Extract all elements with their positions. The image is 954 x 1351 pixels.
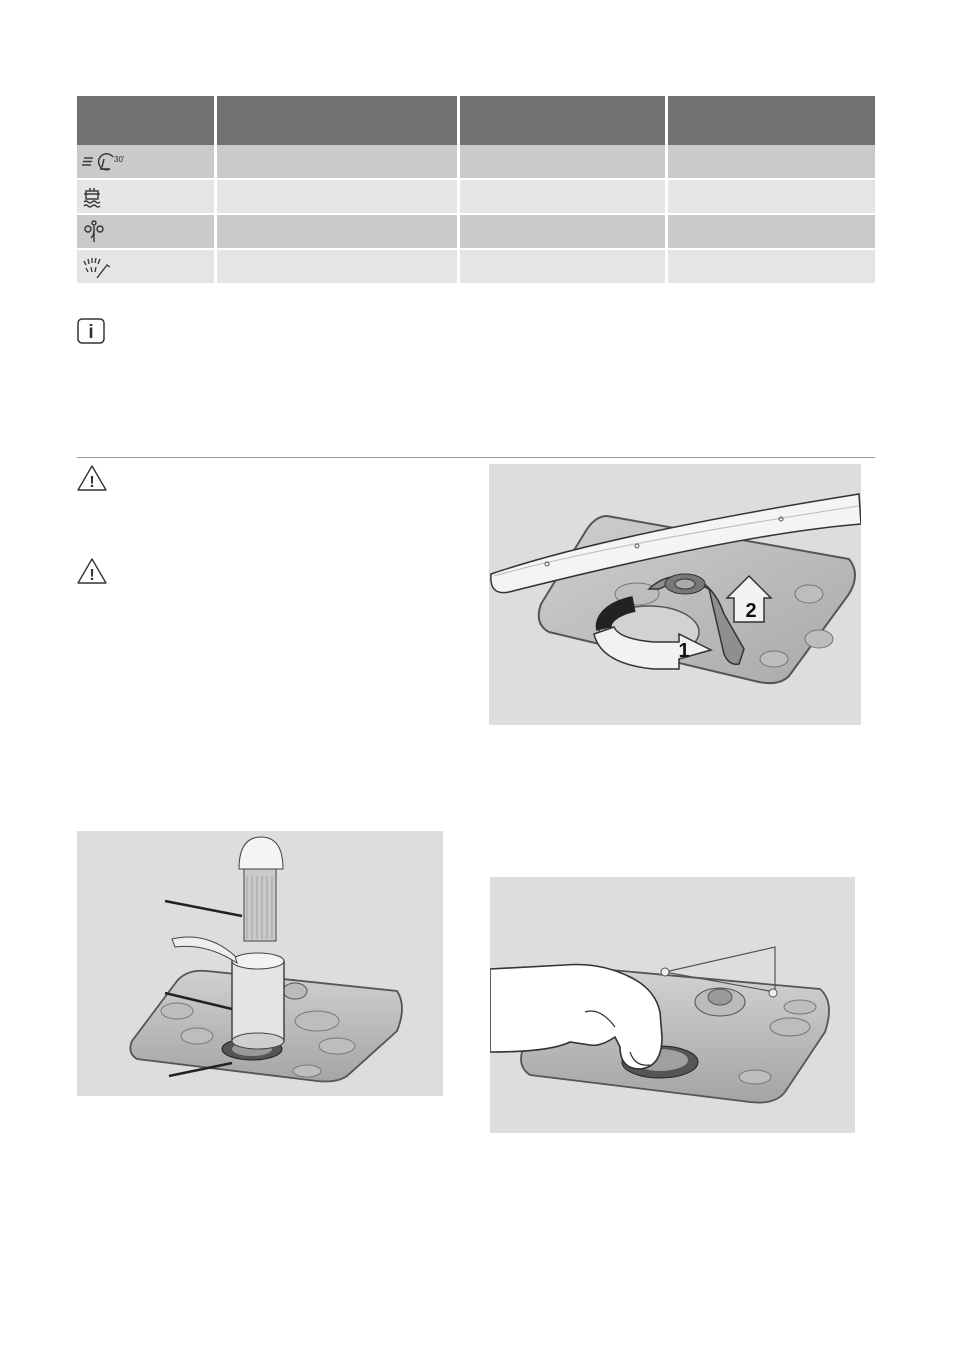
- warning-icon: [76, 557, 108, 585]
- rinse-programme-icon: [80, 253, 114, 281]
- table-cell: [668, 180, 875, 215]
- warning-icon-glyph: !: [89, 474, 95, 491]
- table-cell-programme: [77, 180, 217, 215]
- quick-icon-label: 30': [114, 154, 125, 164]
- table-cell-programme: [77, 145, 217, 180]
- table-cell: [460, 145, 668, 180]
- filter-removal-illustration: [490, 877, 855, 1133]
- table-cell: [668, 145, 875, 180]
- warning-icon-glyph: !: [89, 567, 95, 584]
- table-cell: [668, 215, 875, 250]
- step-1-label: 1: [678, 640, 690, 662]
- info-icon: [77, 318, 105, 344]
- table-cell: [217, 180, 460, 215]
- table-cell: [460, 250, 668, 285]
- filter-assembly-illustration: [77, 831, 443, 1096]
- table-header-cell: [668, 96, 875, 145]
- filter-removal-hand-figure: [490, 877, 855, 1133]
- section-divider: [77, 457, 875, 458]
- pots-pans-programme-icon: [80, 183, 110, 211]
- table-cell: [460, 215, 668, 250]
- table-header-cell: [460, 96, 668, 145]
- table-row: [77, 215, 875, 250]
- table-cell: [217, 145, 460, 180]
- table-cell-programme: [77, 250, 217, 285]
- table-cell: [668, 250, 875, 285]
- table-cell: [217, 215, 460, 250]
- table-header-row: [77, 96, 875, 145]
- table-row: [77, 145, 875, 180]
- table-cell: [460, 180, 668, 215]
- warning-icon: [76, 464, 108, 492]
- spray-arm-removal-figure: [489, 464, 861, 725]
- table-header-cell: [217, 96, 460, 145]
- eco-programme-icon: [80, 218, 110, 246]
- step-2-label: 2: [745, 600, 757, 622]
- info-icon-glyph: i: [88, 322, 94, 343]
- filter-assembly-figure: [77, 831, 443, 1096]
- table-cell-programme: [77, 215, 217, 250]
- table-cell: [217, 250, 460, 285]
- spray-arm-illustration: [489, 464, 861, 725]
- table-header-cell: [77, 96, 217, 145]
- programme-table: [77, 96, 875, 285]
- table-row: [77, 250, 875, 285]
- quick-30-programme-icon: [80, 148, 132, 176]
- table-row: [77, 180, 875, 215]
